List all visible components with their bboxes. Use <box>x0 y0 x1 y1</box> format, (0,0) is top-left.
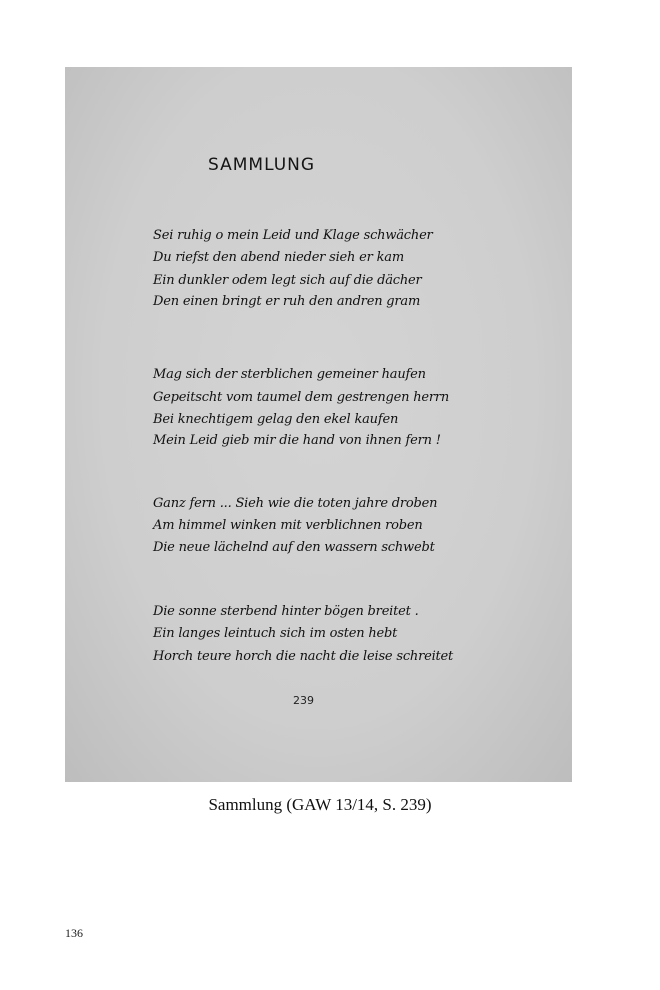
poem-line: Die neue lächelnd auf den wassern schwebt <box>153 540 435 555</box>
poem-line: Ein dunkler odem legt sich auf die dächer <box>153 273 422 288</box>
manuscript-scan <box>65 67 572 782</box>
poem-line: Die sonne sterbend hinter bögen breitet . <box>153 604 419 619</box>
poem-line: Gepeitscht vom taumel dem gestrengen herrn <box>153 390 450 405</box>
poem-title: SAMMLUNG <box>208 155 316 175</box>
poem-line: Am himmel winken mit verblichnen roben <box>153 518 423 533</box>
poem-line: Horch teure horch die nacht die leise schreitet <box>153 649 454 664</box>
poem-line: Den einen bringt er ruh den andren gram <box>153 294 421 309</box>
poem-line: Mag sich der sterblichen gemeiner haufen <box>153 367 426 382</box>
poem-line: Ganz fern ... Sieh wie die toten jahre droben <box>153 496 438 511</box>
poem-line: Mein Leid gieb mir die hand von ihnen fern ! <box>153 433 441 448</box>
poem-line: Bei knechtigem gelag den ekel kaufen <box>153 412 399 427</box>
page-number: 136 <box>65 926 83 940</box>
poem-line: Ein langes leintuch sich im osten hebt <box>153 626 398 641</box>
figure-caption: Sammlung (GAW 13/14, S. 239) <box>208 795 432 814</box>
poem-line: Du riefst den abend nieder sieh er kam <box>153 250 404 265</box>
poem-line: Sei ruhig o mein Leid und Klage schwächer <box>153 228 433 243</box>
manuscript-page-number: 239 <box>293 694 314 707</box>
